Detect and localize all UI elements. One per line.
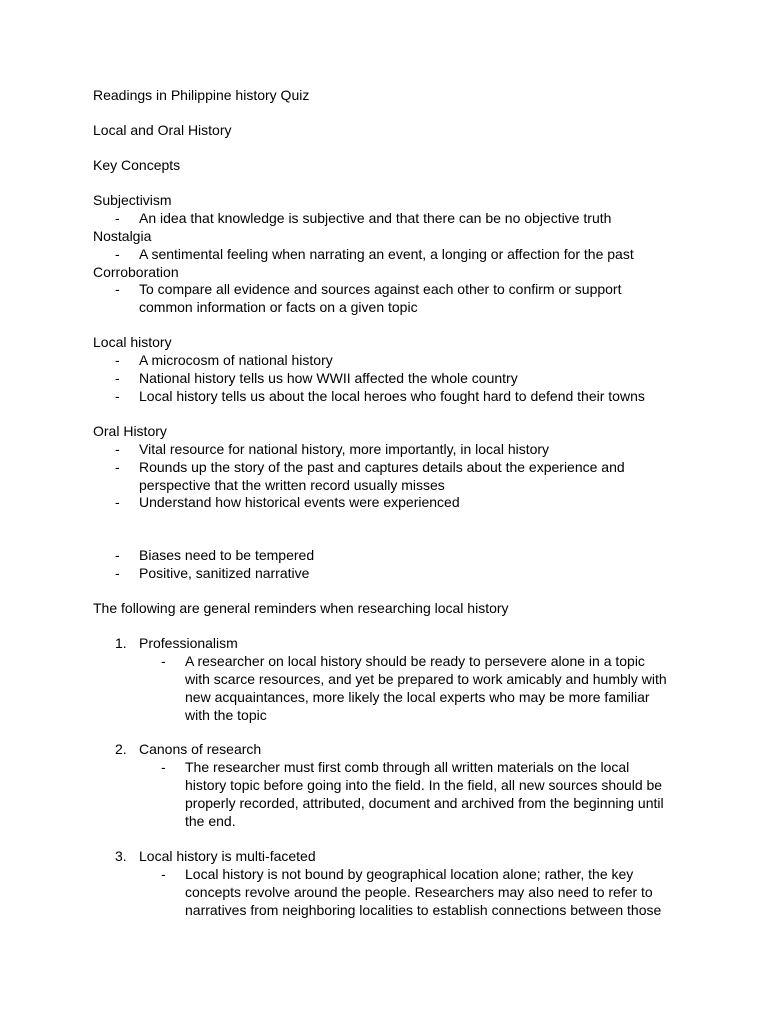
list-item-text: Biases need to be tempered — [139, 547, 315, 563]
list-item-text: Local history tells us about the local heroes who fought hard to defend their towns — [139, 388, 645, 404]
bullet-dash: - — [115, 370, 120, 386]
bullet-dash: - — [115, 210, 120, 226]
definition-line: A sentimental feeling when narrating an event, a longing or affection for the past — [139, 246, 634, 262]
bullet-dash: - — [115, 459, 120, 475]
bullet-dash: - — [115, 565, 120, 581]
reminder-title: Canons of research — [139, 741, 262, 757]
list-number: 1. — [115, 635, 127, 651]
definition-line: To compare all evidence and sources against each other to confirm or support — [139, 281, 622, 297]
key-concepts-heading: Key Concepts — [93, 157, 181, 173]
bullet-dash: - — [115, 494, 120, 510]
concept-term: Corroboration — [93, 264, 179, 280]
reminder-title: Professionalism — [139, 635, 238, 651]
concept-term: Nostalgia — [93, 228, 152, 244]
list-item-text: Understand how historical events were experienced — [139, 494, 460, 510]
list-item-text: Vital resource for national history, more importantly, in local history — [139, 441, 550, 457]
list-item-text: Positive, sanitized narrative — [139, 565, 310, 581]
detail-line: A researcher on local history should be ready to persevere alone in a topic — [185, 653, 645, 669]
definition-line: An idea that knowledge is subjective and that there can be no objective truth — [139, 210, 612, 226]
detail-line: properly recorded, attributed, document and archived from the beginning until — [185, 795, 664, 811]
bullet-dash: - — [161, 653, 166, 669]
detail-line: with scarce resources, and yet be prepared to work amicably and humbly with — [185, 671, 667, 687]
detail-line: the end. — [185, 813, 236, 829]
concept-term: Subjectivism — [93, 192, 172, 208]
document-title: Readings in Philippine history Quiz — [93, 87, 310, 103]
detail-line: concepts revolve around the people. Researchers may also need to refer to — [185, 884, 653, 900]
bullet-dash: - — [115, 352, 120, 368]
bullet-dash: - — [115, 388, 120, 404]
definition-line: common information or facts on a given topic — [139, 299, 418, 315]
local-history-heading: Local history — [93, 334, 172, 350]
document-subtitle: Local and Oral History — [93, 122, 232, 138]
oral-history-heading: Oral History — [93, 423, 167, 439]
list-item-text: perspective that the written record usually misses — [139, 477, 445, 493]
bullet-dash: - — [115, 246, 120, 262]
reminder-title: Local history is multi-faceted — [139, 848, 316, 864]
bullet-dash: - — [115, 281, 120, 297]
bullet-dash: - — [161, 866, 166, 882]
reminders-intro: The following are general reminders when researching local history — [93, 600, 509, 616]
detail-line: narratives from neighboring localities to establish connections between those — [185, 902, 662, 918]
detail-line: new acquaintances, more likely the local experts who may be more familiar — [185, 689, 650, 705]
detail-line: history topic before going into the field. In the field, all new sources should be — [185, 777, 663, 793]
list-item-text: A microcosm of national history — [139, 352, 333, 368]
list-number: 2. — [115, 741, 127, 757]
detail-line: with the topic — [185, 707, 267, 723]
list-item-text: National history tells us how WWII affected the whole country — [139, 370, 518, 386]
list-number: 3. — [115, 848, 127, 864]
list-item-text: Rounds up the story of the past and captures details about the experience and — [139, 459, 625, 475]
detail-line: The researcher must first comb through all written materials on the local — [185, 759, 630, 775]
detail-line: Local history is not bound by geographical location alone; rather, the key — [185, 866, 634, 882]
bullet-dash: - — [115, 547, 120, 563]
bullet-dash: - — [115, 441, 120, 457]
bullet-dash: - — [161, 759, 166, 775]
